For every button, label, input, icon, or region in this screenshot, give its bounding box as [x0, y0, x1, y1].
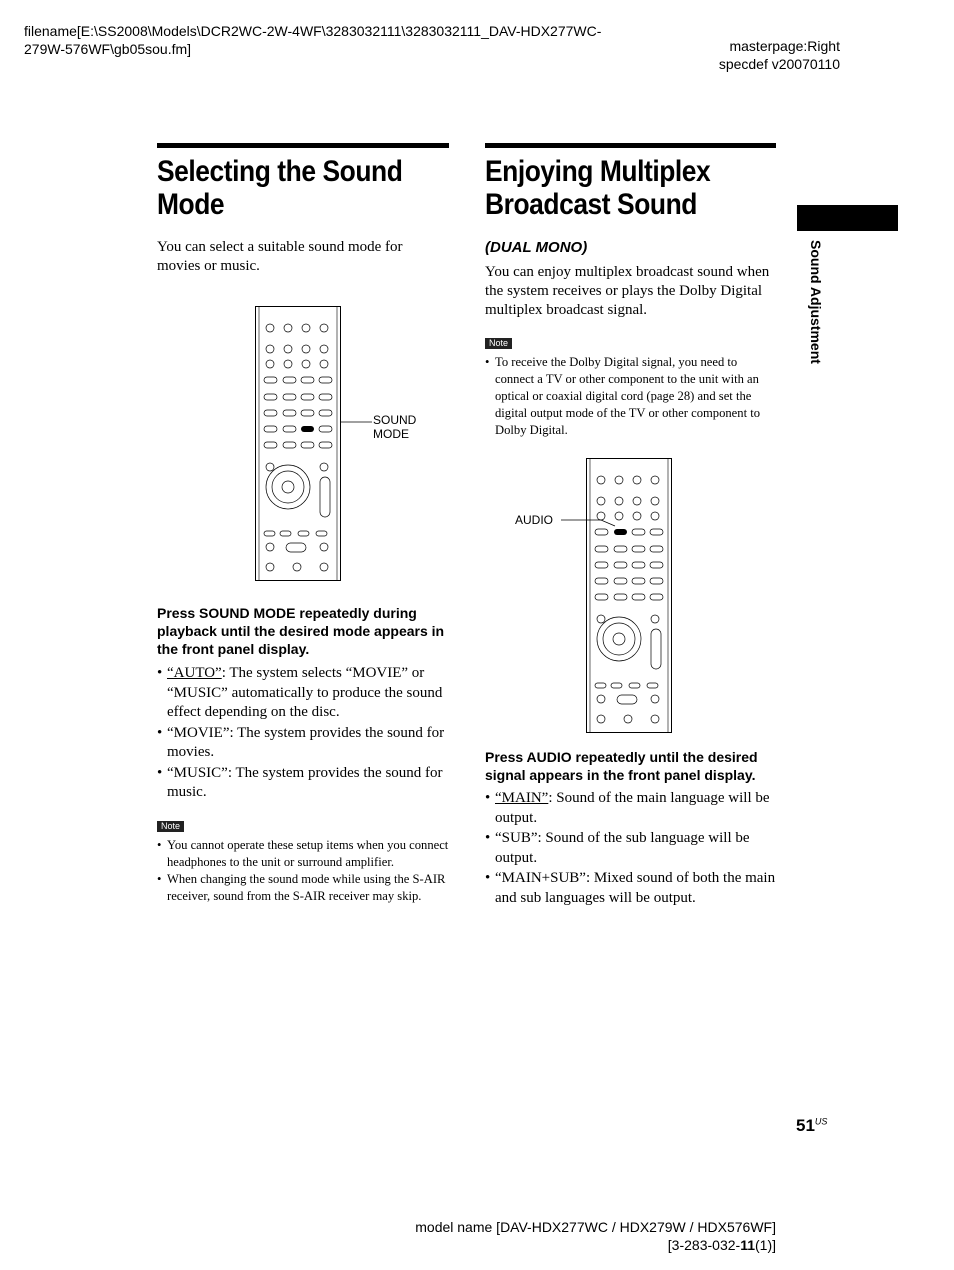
- list-item: [157, 664, 449, 723]
- title-line-1: Selecting the Sound: [157, 155, 403, 188]
- mode-desc: “MOVIE”: The system provides the sound for movies.: [167, 724, 445, 760]
- callout-leader-line: [340, 416, 372, 428]
- list-item: [485, 829, 776, 868]
- section-title: [157, 155, 414, 221]
- mode-desc: : The system selects “MOVIE” or “MUSIC” automatically to produce the sound effect depending on the disc.: [167, 665, 443, 720]
- mode-list: [157, 664, 449, 803]
- mode-desc: “MUSIC”: The system provides the sound for music.: [167, 764, 443, 800]
- section-title: [485, 155, 741, 221]
- title-line-2: Mode: [157, 188, 225, 221]
- remote-figure: [485, 453, 776, 743]
- signal-term: “MAIN”: [495, 790, 549, 806]
- mode-term: “AUTO”: [167, 665, 222, 681]
- code-prefix: [3-283-032-: [667, 1237, 741, 1253]
- footer-part-code: [380, 1236, 776, 1254]
- instruction-text: Press SOUND MODE repeatedly during playback until the desired mode appears in the front panel display.: [157, 605, 445, 657]
- audio-callout: AUDIO: [515, 513, 554, 527]
- page-number: [796, 1116, 827, 1136]
- callout-leader-line: [561, 513, 616, 527]
- remote-drawing: [256, 307, 340, 580]
- section-multiplex-sound: [485, 143, 776, 909]
- instruction-text: Press AUDIO repeatedly until the desired signal appears in the front panel display.: [485, 749, 758, 783]
- list-item: [485, 869, 776, 908]
- note-list: [157, 837, 449, 905]
- note-block: [157, 816, 449, 905]
- note-badge: Note: [157, 821, 184, 832]
- note-block: [485, 333, 776, 439]
- remote-drawing: [587, 459, 671, 732]
- audio-button-highlight: [614, 529, 627, 535]
- header-masterpage: [700, 37, 840, 73]
- sound-mode-button-highlight: [301, 426, 314, 432]
- masterpage-text: masterpage:Right: [729, 38, 840, 54]
- remote-control-illustration: [255, 306, 341, 581]
- footer-model-info: [380, 1218, 776, 1254]
- signal-desc: : Sound of the main language will be output.: [495, 790, 770, 826]
- intro-paragraph: You can select a suitable sound mode for movies or music.: [157, 239, 403, 274]
- list-item: • To receive the Dolby Digital signal, you need to connect a TV or other component to the unit with an optical or coaxial digital cord (page 28) and set the digital output mode of the TV or other component to Dolby Digital.: [485, 354, 776, 439]
- list-item: [485, 789, 776, 828]
- section-sound-mode: [157, 143, 449, 905]
- specdef-text: specdef v20070110: [718, 56, 840, 72]
- code-suffix: (1)]: [755, 1237, 776, 1253]
- chapter-tab-text: Sound Adjustment: [808, 240, 824, 364]
- sound-mode-callout: SOUND MODE: [373, 413, 417, 441]
- header-filename: filename[E:\SS2008\Models\DCR2WC-2W-4WF\3283032111\3283032111_DAV-HDX277WC-279W-576WF\gb05sou.fm]: [24, 23, 602, 57]
- section-rule: [485, 143, 776, 148]
- remote-control-illustration: [586, 458, 672, 733]
- page-number-suffix: US: [814, 1116, 828, 1127]
- title-line-2: Broadcast Sound: [485, 188, 697, 221]
- remote-figure: [157, 296, 449, 591]
- page-number-value: 51: [796, 1116, 815, 1135]
- code-bold: 11: [740, 1237, 755, 1253]
- chapter-tab: [797, 205, 898, 231]
- title-line-1: Enjoying Multiplex: [485, 155, 711, 188]
- signal-list: [485, 789, 776, 908]
- section-rule: [157, 143, 449, 148]
- note-list: [485, 354, 776, 439]
- note-badge: Note: [485, 338, 512, 349]
- signal-desc: “MAIN+SUB”: Mixed sound of both the main and sub languages will be output.: [495, 870, 776, 906]
- intro-paragraph: You can enjoy multiplex broadcast sound when the system receives or plays the Dolby Digital multiplex broadcast signal.: [485, 264, 770, 318]
- list-item: [157, 724, 449, 763]
- chapter-tab-label: [804, 240, 824, 390]
- section-subtitle: (DUAL MONO): [485, 239, 588, 256]
- list-item: • You cannot operate these setup items when you connect headphones to the unit or surround amplifier.: [157, 837, 449, 871]
- list-item: • When changing the sound mode while using the S-AIR receiver, sound from the S-AIR receiver may skip.: [157, 871, 449, 905]
- signal-desc: “SUB”: Sound of the sub language will be output.: [495, 830, 750, 866]
- footer-model-name: model name [DAV-HDX277WC / HDX279W / HDX576WF]: [415, 1219, 776, 1235]
- list-item: [157, 764, 449, 803]
